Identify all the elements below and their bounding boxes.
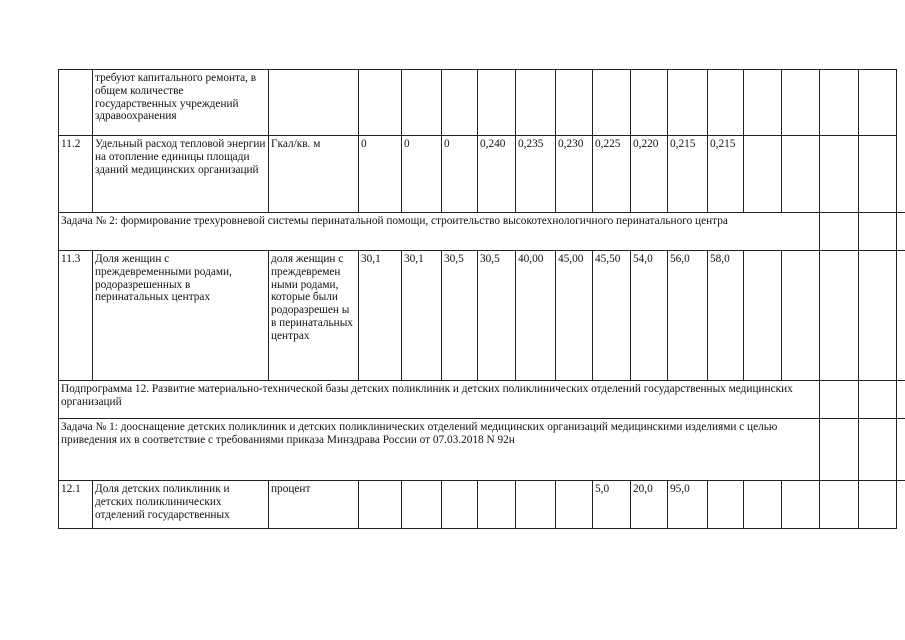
value-cell [859,251,897,381]
value-cell [631,70,668,136]
section-row [59,419,905,481]
value-cell: 30,5 [478,251,516,381]
value-cell [820,70,859,136]
row-number: 11.2 [59,136,93,213]
value-cell [708,481,744,529]
value-cell [782,251,820,381]
value-cell: 0 [359,136,402,213]
section-row [59,381,905,419]
value-cell: 0,240 [478,136,516,213]
value-cell: 30,1 [359,251,402,381]
value-cell [859,70,897,136]
value-cell [402,70,442,136]
value-cell [516,70,556,136]
row-number: 11.3 [59,251,93,381]
row-number: 12.1 [59,481,93,529]
value-cell: 45,50 [593,251,631,381]
empty-cell [859,419,897,481]
value-cell [556,481,593,529]
value-cell [708,70,744,136]
value-cell [556,70,593,136]
value-cell [668,70,708,136]
value-cell [859,136,897,213]
value-cell [782,136,820,213]
section-title: Подпрограмма 12. Развитие материально-технической базы детских поликлиник и детских поликлинических отделений государственных медицинских организаций [59,381,820,419]
value-cell: 40,00 [516,251,556,381]
value-cell [782,481,820,529]
value-cell [442,481,478,529]
section-title: Задача № 1: дооснащение детских поликлиник и детских поликлинических отделений медицинских организаций медицинскими изделиями с целью приведения их в соответствие с требованиями приказа Минздрава России от 07.03.2018 N 92н [59,419,820,481]
value-cell: 0 [442,136,478,213]
empty-cell [859,381,897,419]
value-cell: 0,230 [556,136,593,213]
empty-cell [897,419,905,481]
value-cell [516,481,556,529]
value-cell: 30,1 [402,251,442,381]
value-cell: 0,220 [631,136,668,213]
value-cell [593,70,631,136]
value-cell: 0,225 [593,136,631,213]
value-cell [442,70,478,136]
value-cell [359,70,402,136]
empty-cell [897,213,905,251]
empty-cell [859,213,897,251]
section-title: Задача № 2: формирование трехуровневой системы перинатальной помощи, строительство высокотехнологичного перинатального центра [59,213,820,251]
value-cell: 30,5 [442,251,478,381]
value-cell [402,481,442,529]
value-cell [478,70,516,136]
indicator-name: Доля детских поликлиник и детских поликлинических отделений государственных [93,481,269,529]
value-cell [744,136,782,213]
value-cell [859,481,897,529]
value-cell: 54,0 [631,251,668,381]
value-cell: 0,215 [708,136,744,213]
value-cell: 0 [402,136,442,213]
value-cell [820,481,859,529]
value-cell [782,70,820,136]
unit-of-measure: процент [269,481,359,529]
value-cell [359,481,402,529]
indicator-name: Доля женщин с преждевременными родами, родоразрешенных в перинатальных центрах [93,251,269,381]
empty-cell [820,381,859,419]
value-cell: 5,0 [593,481,631,529]
empty-cell [820,419,859,481]
table-row [59,136,905,213]
empty-cell [820,213,859,251]
unit-of-measure: доля женщин с преждевремен ными родами, которые были родоразрешен ы в перинатальных центрах [269,251,359,381]
value-cell [820,251,859,381]
value-cell [744,481,782,529]
value-cell: 58,0 [708,251,744,381]
unit-of-measure: Гкал/кв. м [269,136,359,213]
value-cell: 56,0 [668,251,708,381]
value-cell [744,70,782,136]
table-row [59,70,905,136]
value-cell [820,136,859,213]
value-cell: 0,215 [668,136,708,213]
indicator-name: требуют капитального ремонта, в общем количестве государственных учреждений здравоохранения [93,70,269,136]
value-cell: 45,00 [556,251,593,381]
value-cell: 0,235 [516,136,556,213]
section-row [59,213,905,251]
table-row [59,251,905,381]
indicators-table [58,69,905,529]
row-number [59,70,93,136]
empty-cell [897,381,905,419]
unit-of-measure [269,70,359,136]
indicator-name: Удельный расход тепловой энергии на отопление единицы площади зданий медицинских организаций [93,136,269,213]
value-cell: 95,0 [668,481,708,529]
value-cell [744,251,782,381]
value-cell [478,481,516,529]
table-row [59,481,905,529]
value-cell: 20,0 [631,481,668,529]
